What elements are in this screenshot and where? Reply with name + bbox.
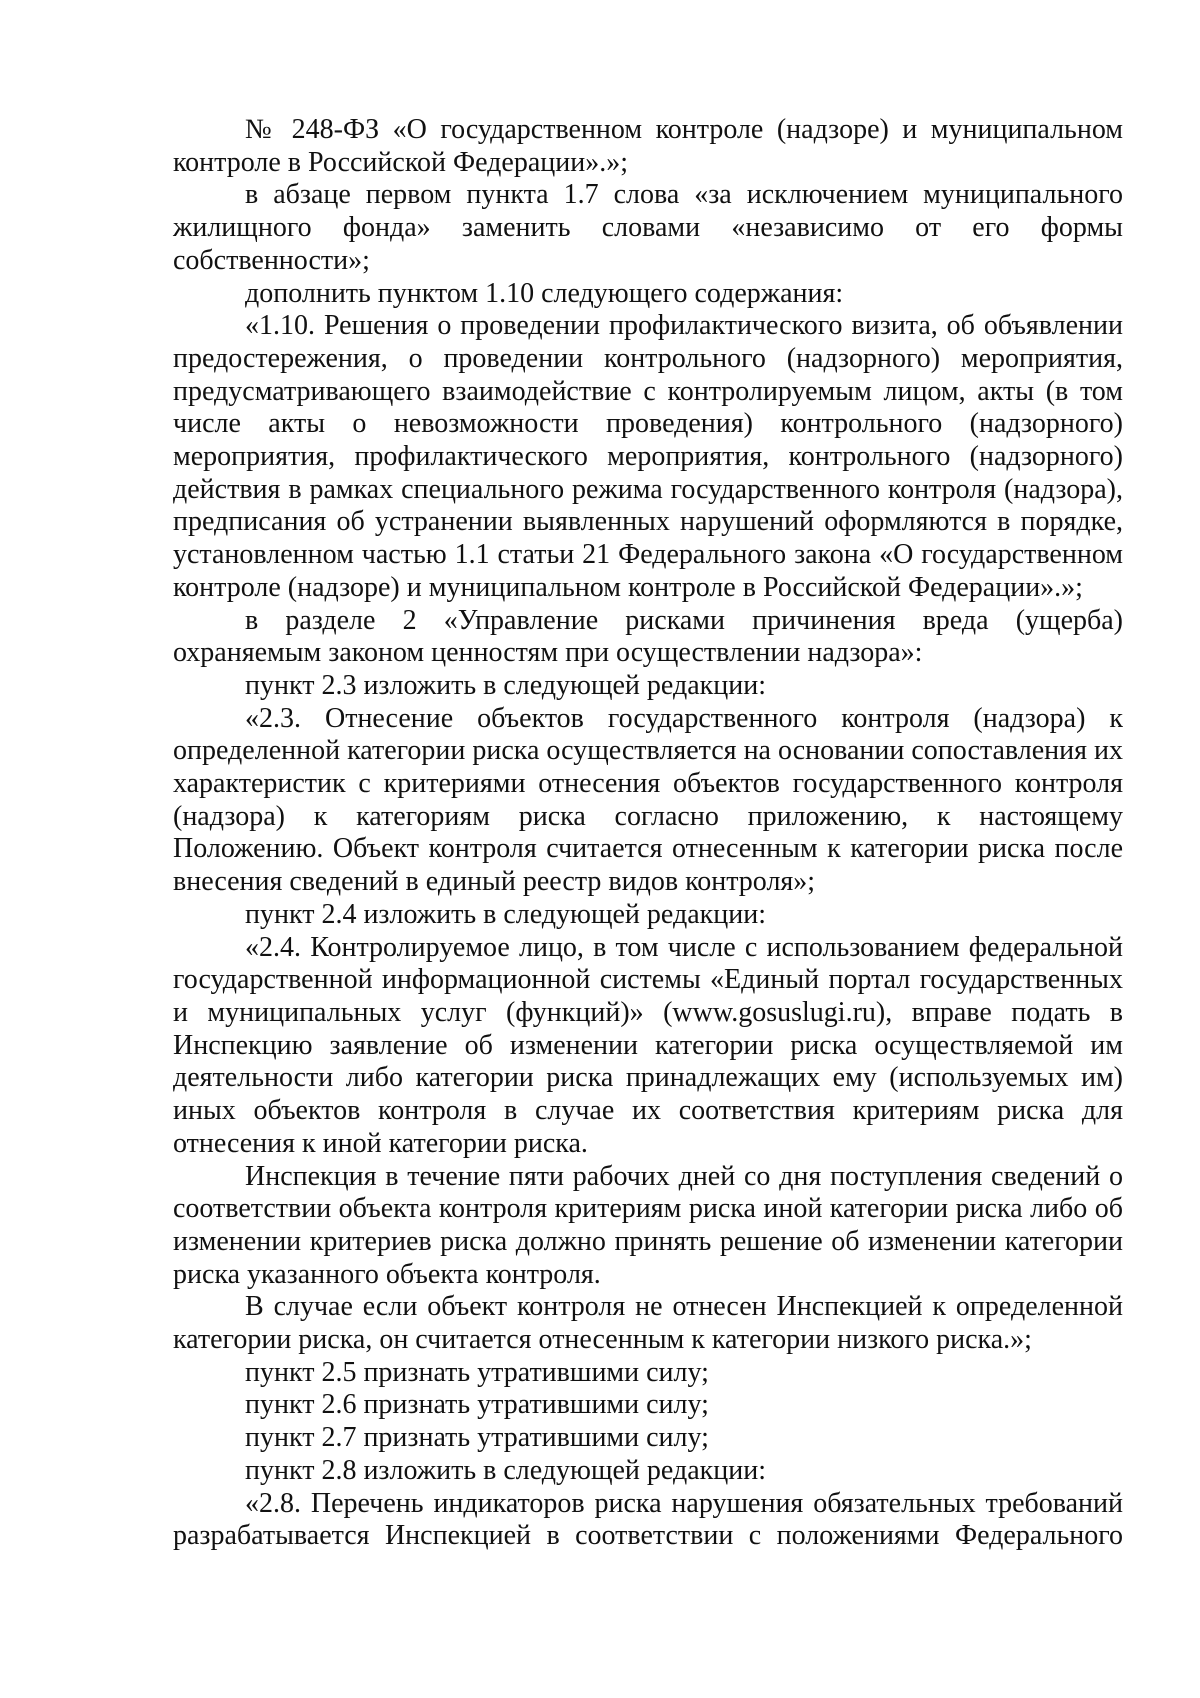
paragraph-inspection-deadline: Инспекция в течение пяти рабочих дней со дня поступления сведений о соответствии объекта контроля критериям риска иной категории риска либо об изменении критериев риска должно принять решение об изменении категории риска указанного объекта контроля. bbox=[173, 1160, 1123, 1290]
paragraph-section-2: в разделе 2 «Управление рисками причинения вреда (ущерба) охраняемым законом ценностям при осуществлении надзора»: bbox=[173, 604, 1123, 669]
paragraph-item-2-8-text: «2.8. Перечень индикаторов риска нарушения обязательных требований разрабатывается Инспекцией в соответствии с положениями Федерального bbox=[173, 1487, 1123, 1552]
paragraph-law-reference: № 248-ФЗ «О государственном контроле (надзоре) и муниципальном контроле в Российской Федерации».»; bbox=[173, 114, 1123, 178]
paragraph-item-1-10-text: «1.10. Решения о проведении профилактического визита, об объявлении предостережения, о проведении контрольного (надзорного) мероприятия, предусматривающего взаимодействие с контролируемым лицом, акты (в том числе акты о невозможности проведения) контрольного (надзорного) мероприятия, профилактического мероприятия, контрольного (надзорного) действия в рамках специального режима государственного контроля (надзора), предписания об устранении выявленных нарушений оформляются в порядке, установленном частью 1.1 статьи 21 Федерального закона «О государственном контроле (надзоре) и муниципальном контроле в Российской Федерации».»; bbox=[173, 310, 1123, 603]
paragraph-item-1-7: в абзаце первом пункта 1.7 слова «за исключением муниципального жилищного фонда» заменить словами «независимо от его формы собственности»; bbox=[173, 179, 1123, 276]
paragraph-item-2-7: пункт 2.7 признать утратившими силу; bbox=[245, 1422, 709, 1454]
paragraph-item-2-3-intro: пункт 2.3 изложить в следующей редакции: bbox=[245, 669, 766, 701]
paragraph-item-2-4-intro: пункт 2.4 изложить в следующей редакции: bbox=[245, 898, 766, 930]
paragraph-item-2-3-text: «2.3. Отнесение объектов государственного контроля (надзора) к определенной категории риска осуществляется на основании сопоставления их характеристик с критериями отнесения объектов государственного контроля (надзора) к категориям риска согласно приложению, к настоящему Положению. Объект контроля считается отнесенным к категории риска после внесения сведений в единый реестр видов контроля»; bbox=[173, 702, 1123, 898]
paragraph-low-risk-default: В случае если объект контроля не отнесен Инспекцией к определенной категории риска, он считается отнесенным к категории низкого риска.»; bbox=[173, 1291, 1123, 1356]
paragraph-add-item-1-10: дополнить пунктом 1.10 следующего содержания: bbox=[245, 277, 844, 309]
paragraph-item-2-6: пункт 2.6 признать утратившими силу; bbox=[245, 1389, 709, 1421]
paragraph-item-2-8-intro: пункт 2.8 изложить в следующей редакции: bbox=[245, 1454, 766, 1486]
document-body bbox=[173, 114, 1123, 1553]
paragraph-item-2-4-text: «2.4. Контролируемое лицо, в том числе с использованием федеральной государственной информационной системы «Единый портал государственных и муниципальных услуг (функций)» (www.gosuslugi.ru), вправе подать в Инспекцию заявление об изменении категории риска осуществляемой им деятельности либо категории риска принадлежащих ему (используемых им) иных объектов контроля в случае их соответствия критериям риска для отнесения к иной категории риска. bbox=[173, 931, 1123, 1159]
paragraph-item-2-5: пункт 2.5 признать утратившими силу; bbox=[245, 1356, 709, 1388]
